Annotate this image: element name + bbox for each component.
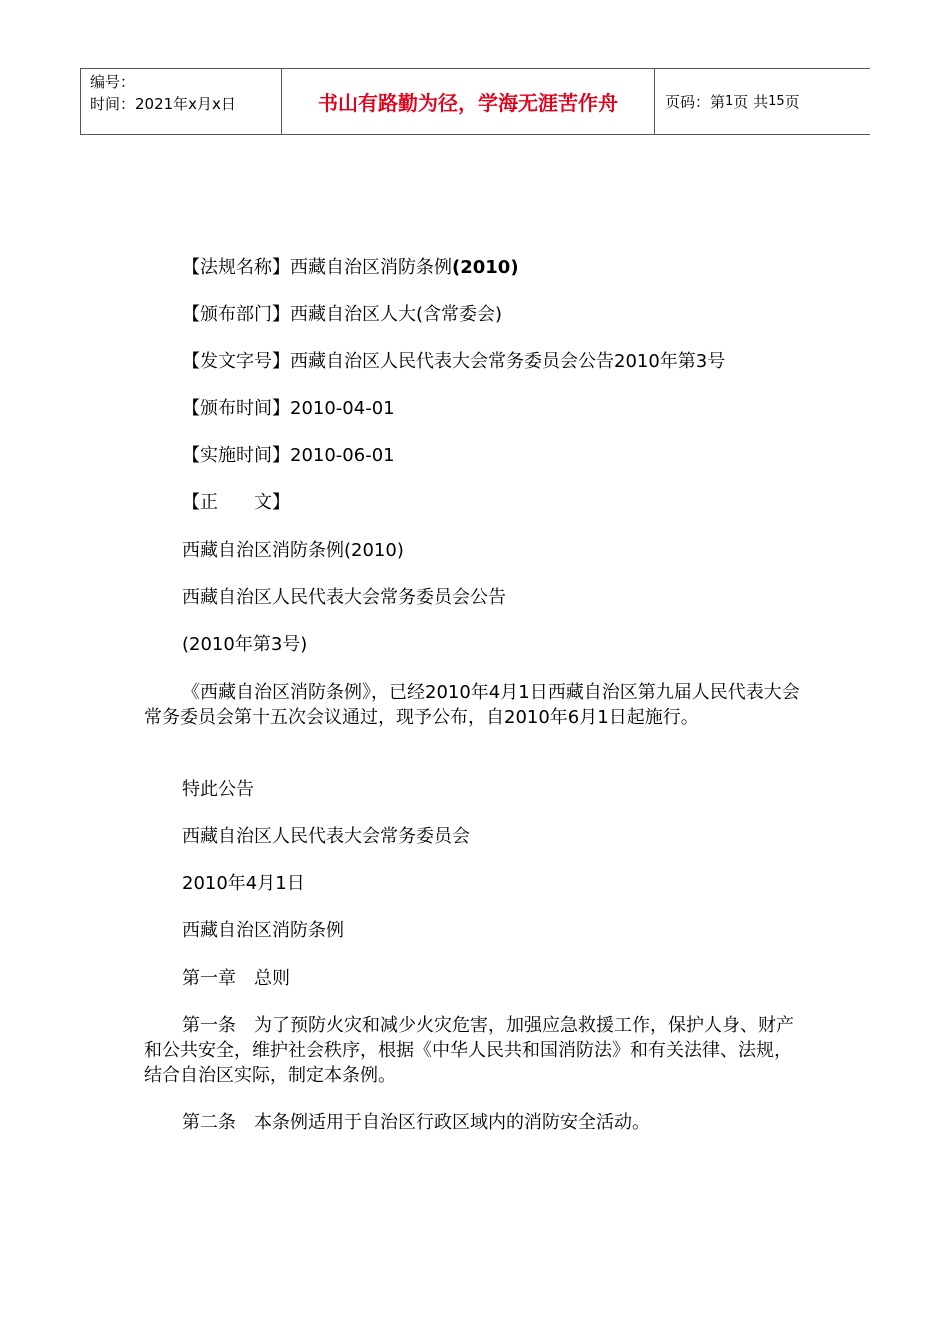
- law-name-value: 西藏自治区消防条例: [290, 257, 452, 278]
- article-1: 第一条 为了预防火灾和减少火灾危害，加强应急救援工作，保护人身、财产和公共安全，维护社会秩序，根据《中华人民共和国消防法》和有关法律、法规，结合自治区实际，制定本条例。: [144, 1015, 794, 1086]
- law-name-label: 【法规名称】: [182, 257, 290, 278]
- dept-label: 【颁布部门】: [182, 304, 290, 325]
- chapter-heading: 第一章 总则: [182, 968, 290, 989]
- law-name-year: (2010): [452, 257, 519, 278]
- time-label: 时间：2021年x月x日: [90, 95, 236, 113]
- docno-value: 西藏自治区人民代表大会常务委员会公告2010年第3号: [290, 351, 726, 372]
- header-table: [80, 68, 870, 135]
- motto: 书山有路勤为径，学海无涯苦作舟: [282, 69, 655, 134]
- page-current: 1: [725, 94, 734, 109]
- body-label: 【正 文】: [182, 492, 290, 513]
- page-counter: [655, 69, 870, 134]
- body-line-date: 2010年4月1日: [182, 873, 305, 894]
- page-total: 15: [768, 94, 785, 109]
- body-line-regulation-title: 西藏自治区消防条例: [182, 920, 344, 941]
- body-line-number: (2010年第3号): [182, 634, 308, 655]
- header-meta-cell: [81, 69, 282, 134]
- page-mid: 页 共: [733, 93, 769, 111]
- body-line-title: 西藏自治区消防条例(2010): [182, 540, 404, 561]
- pub-date-label: 【颁布时间】: [182, 398, 290, 419]
- page-label: 页码：第: [665, 93, 726, 111]
- eff-date-label: 【实施时间】: [182, 445, 290, 466]
- article-2: 第二条 本条例适用于自治区行政区域内的消防安全活动。: [182, 1112, 650, 1133]
- dept-value: 西藏自治区人大(含常委会): [290, 304, 503, 325]
- pub-date-value: 2010-04-01: [290, 398, 395, 419]
- docno-line: [182, 349, 725, 374]
- law-name-line: [182, 255, 519, 280]
- pub-date-line: [182, 396, 395, 421]
- body-line-notice: 特此公告: [182, 779, 254, 800]
- eff-date-line: [182, 443, 395, 468]
- dept-line: [182, 302, 502, 327]
- page-end: 页: [784, 93, 800, 111]
- number-label: 编号：: [90, 73, 136, 91]
- body-line-signer: 西藏自治区人民代表大会常务委员会: [182, 826, 470, 847]
- eff-date-value: 2010-06-01: [290, 445, 395, 466]
- paragraph-announcement: 《西藏自治区消防条例》，已经2010年4月1日西藏自治区第九届人民代表大会常务委员会第十五次会议通过，现予公布，自2010年6月1日起施行。: [144, 682, 800, 728]
- body-line-announcer: 西藏自治区人民代表大会常务委员会公告: [182, 587, 506, 608]
- docno-label: 【发文字号】: [182, 351, 290, 372]
